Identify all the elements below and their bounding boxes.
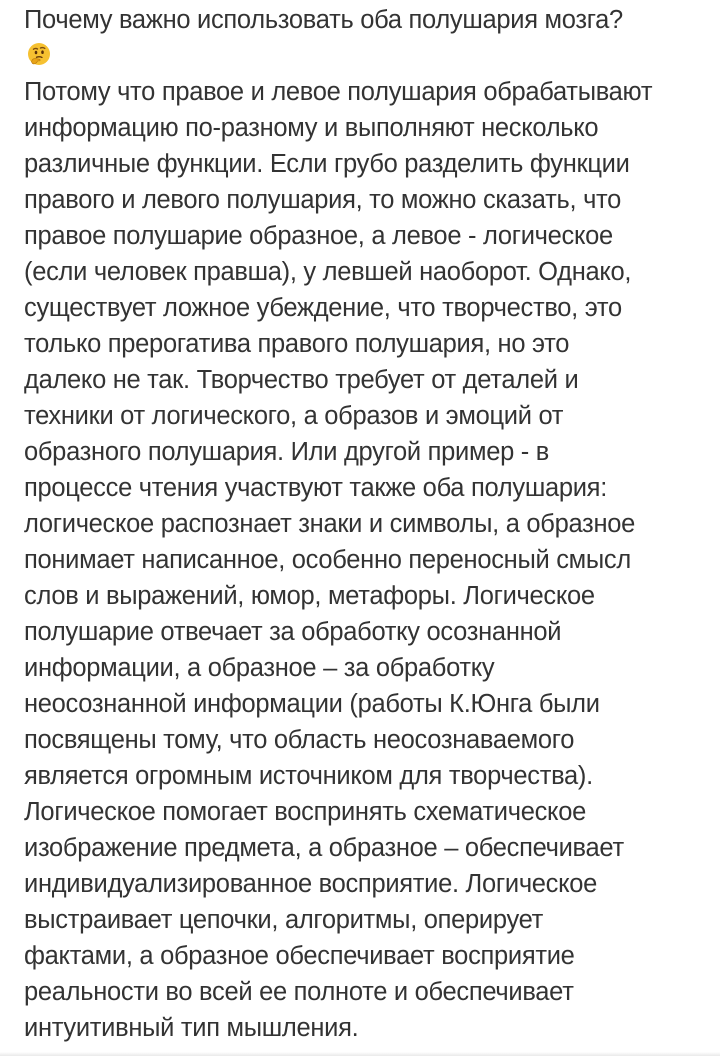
body-line: изображение предмета, а образное – обеспечивает xyxy=(24,834,624,862)
post-question: Почему важно использовать оба полушария мозга? xyxy=(24,6,623,34)
body-line: интуитивный тип мышления. xyxy=(24,1014,359,1042)
body-line: информацию по-разному и выполняют несколько xyxy=(24,114,599,142)
post-body xyxy=(24,74,714,1046)
body-line: (если человек правша), у левшей наоборот. Однако, xyxy=(24,258,632,286)
body-line: полушарие отвечает за обработку осознанной xyxy=(24,618,562,646)
body-line: информации, а образное – за обработку xyxy=(24,654,495,682)
body-line: существует ложное убеждение, что творчество, это xyxy=(24,294,622,322)
body-line: только прерогатива правого полушария, но это xyxy=(24,330,570,358)
body-line: посвящены тому, что область неосознаваемого xyxy=(24,726,575,754)
body-line: неосознанной информации (работы К.Юнга были xyxy=(24,690,600,718)
body-line: является огромным источником для творчества). xyxy=(24,762,593,790)
body-line: реальности во всей ее полноте и обеспечивает xyxy=(24,978,574,1006)
post-content xyxy=(24,0,714,1046)
body-line: правое полушарие образное, а левое - логическое xyxy=(24,222,613,250)
body-line: процессе чтения участвуют также оба полушария: xyxy=(24,474,607,502)
body-line: далеко не так. Творчество требует от деталей и xyxy=(24,366,579,394)
body-line: слов и выражений, юмор, метафоры. Логическое xyxy=(24,582,595,610)
body-line: логическое распознает знаки и символы, а образное xyxy=(24,510,635,538)
body-line: Потому что правое и левое полушария обрабатывают xyxy=(24,78,653,106)
thinking-face-icon xyxy=(24,38,60,74)
body-line: техники от логического, а образов и эмоций от xyxy=(24,402,564,430)
bottom-edge-shadow xyxy=(0,1052,720,1056)
body-line: правого и левого полушария, то можно сказать, что xyxy=(24,186,622,214)
body-line: фактами, а образное обеспечивает восприятие xyxy=(24,942,575,970)
body-line: Логическое помогает воспринять схематическое xyxy=(24,798,586,826)
body-line: выстраивает цепочки, алгоритмы, оперирует xyxy=(24,906,544,934)
body-line: индивидуализированное восприятие. Логическое xyxy=(24,870,598,898)
body-line: образного полушария. Или другой пример - в xyxy=(24,438,549,466)
body-line: понимает написанное, особенно переносный смысл xyxy=(24,546,631,574)
body-line: различные функции. Если грубо разделить функции xyxy=(24,150,630,178)
